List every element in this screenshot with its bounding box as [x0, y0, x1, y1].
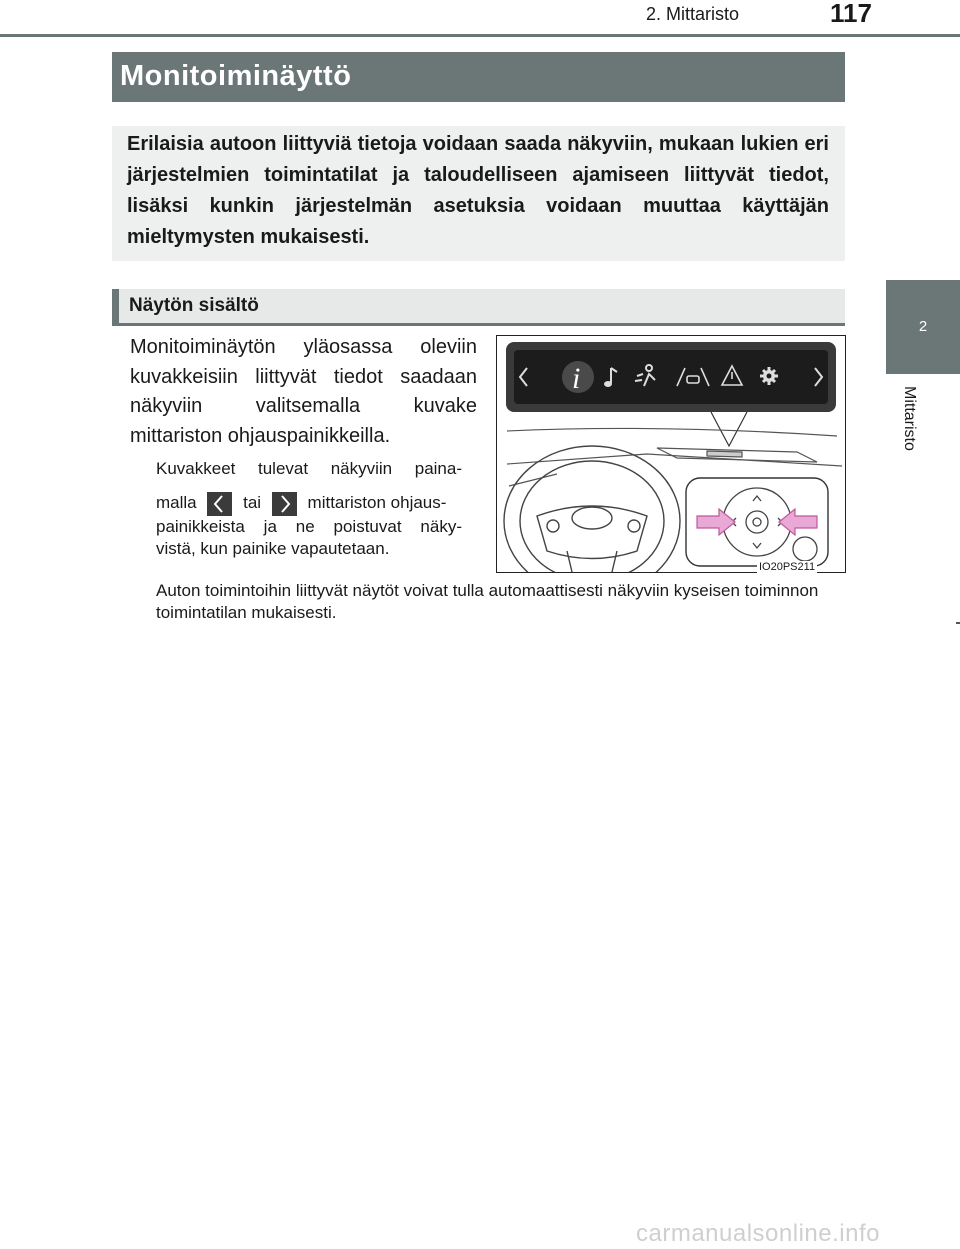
subsection-title-bar [112, 289, 845, 326]
chapter-tab-number: 2 [918, 318, 928, 335]
note1-pre: malla [156, 493, 197, 512]
section-title-bar [112, 52, 845, 102]
steering-wheel [504, 446, 680, 572]
note-auto-display: Auton toimintoihin liittyvät näytöt voivat tulla automaattisesti näkyviin kyseisen toiminnon toimintatilan mukaisesti. [156, 581, 819, 622]
subsection-title: Näytön sisältö [129, 295, 259, 316]
right-key-icon [272, 492, 297, 516]
watermark: carmanualsonline.info [636, 1220, 880, 1247]
chapter-heading: 2. Mittaristo [646, 4, 740, 24]
callout-pointer [711, 412, 747, 446]
note1-post: mittariston ohjaus- [307, 493, 447, 512]
display-screen [514, 350, 828, 404]
note1-mid: tai [243, 493, 262, 512]
header-rule [0, 34, 960, 37]
dashboard-figure [496, 335, 846, 573]
dashboard-illustration [497, 336, 845, 572]
chapter-tab[interactable] [886, 280, 960, 374]
body-paragraph: Monitoiminäytön yläosassa oleviin kuvakkeisiin liittyvät tiedot saadaan näkyviin valitsemalla kuvake mittariston ohjauspainikkeilla. [130, 336, 477, 447]
info-icon: i [572, 362, 581, 395]
figure-id: IO20PS211 [759, 561, 816, 573]
chapter-tab-label: Mittaristo [901, 386, 918, 451]
page-number: 117 [830, 0, 872, 28]
section-title: Monitoiminäyttö [120, 60, 352, 92]
edge-tick [956, 622, 960, 624]
left-key-icon [207, 492, 232, 516]
intro-box [112, 126, 845, 261]
note1-line2 [156, 490, 462, 516]
note-icon-buttons [156, 458, 462, 560]
note1-line4: vistä, kun painike vapautetaan. [156, 539, 390, 558]
note1-line3: painikkeista ja ne poistuvat näky- [156, 517, 462, 536]
intro-text: Erilaisia autoon liittyviä tietoja voidaan saada näkyviin, mukaan lukien eri järjestelmien toimintatilat ja taloudelliseen ajamiseen liittyvät tiedot, lisäksi kunkin järjestelmän asetuksia voidaan muuttaa käyttäjän mieltymysten mukaisesti. [127, 133, 829, 248]
subsection-accent [112, 289, 119, 323]
note1-line1: Kuvakkeet tulevat näkyviin paina- [156, 459, 462, 478]
